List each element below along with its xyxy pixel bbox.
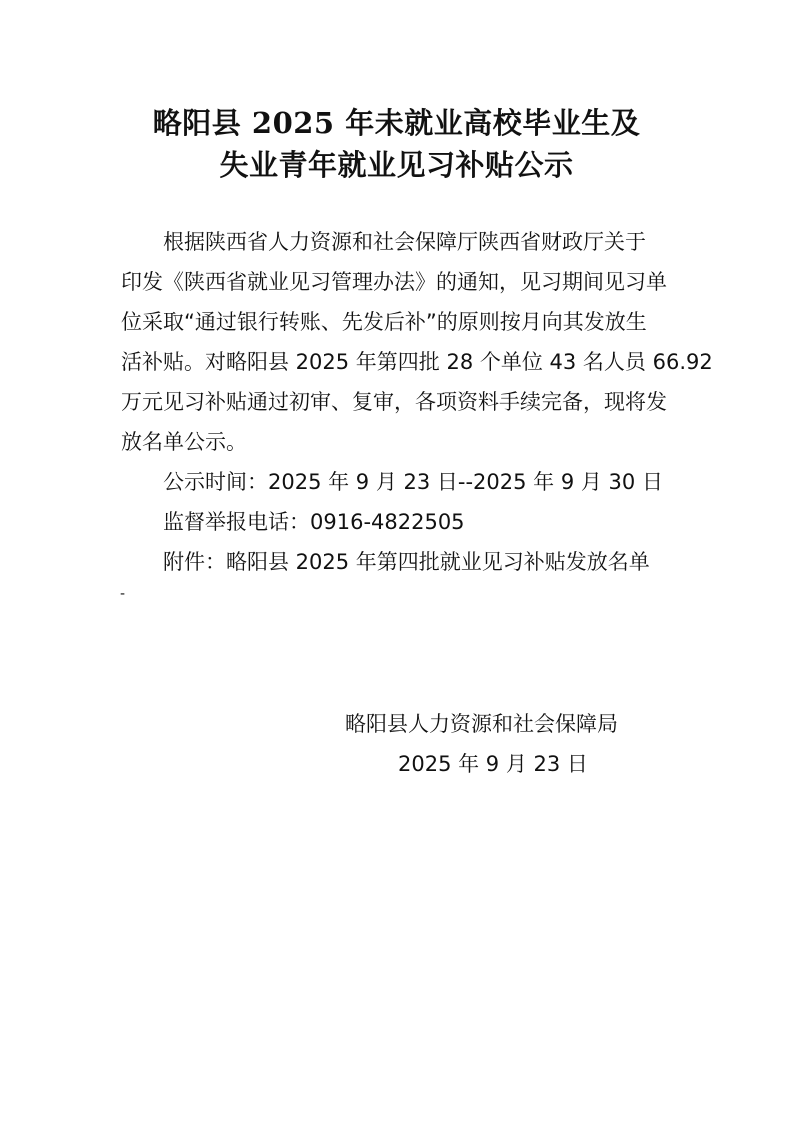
issue-date: 2025 年 9 月 23 日 [398,752,588,776]
document-title-line-2: 失业青年就业见习补贴公示 [219,148,574,182]
paragraph-line: 根据陕西省人力资源和社会保障厅陕西省财政厅关于 [163,230,646,254]
paragraph-line: 万元见习补贴通过初审、复审，各项资料手续完备，现将发 [121,390,667,414]
hotline: 监督举报电话：0916-4822505 [163,510,465,534]
stray-mark: - [120,586,126,602]
paragraph-line: 放名单公示。 [121,430,247,454]
notice-period: 公示时间：2025 年 9 月 23 日--2025 年 9 月 30 日 [163,470,663,494]
paragraph-line: 印发《陕西省就业见习管理办法》的通知，见习期间见习单 [121,270,667,294]
document-title-line-1: 略阳县 2025 年未就业高校毕业生及 [152,106,641,140]
issuer-name: 略阳县人力资源和社会保障局 [345,712,618,736]
attachment-note: 附件：略阳县 2025 年第四批就业见习补贴发放名单 [163,550,650,574]
paragraph-line: 活补贴。对略阳县 2025 年第四批 28 个单位 43 名人员 66.92 [121,350,713,374]
main-paragraph [121,222,713,582]
paragraph-line: 位采取“通过银行转账、先发后补”的原则按月向其发放生 [121,310,647,334]
